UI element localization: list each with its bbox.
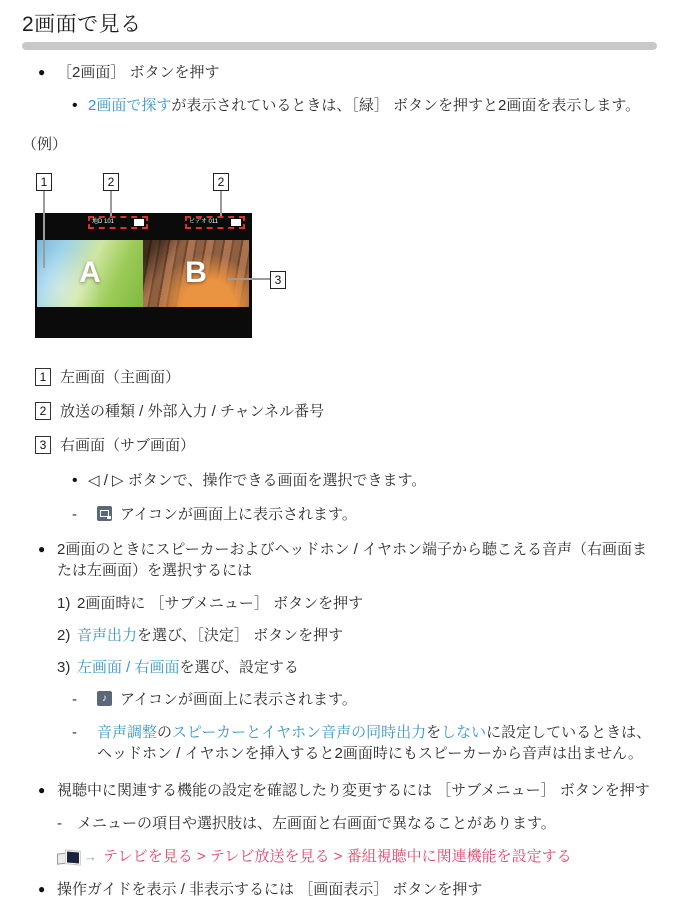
step-1-text: 2画面時に ［サブメニュー］ ボタンを押す [77,595,364,613]
callout-3-badge: 3 [270,271,286,289]
status-text-right: ビデオ 011 [189,219,219,226]
menu-items-text: - メニューの項目や選択肢は、左画面と右画面で異なることがあります。 [77,815,556,833]
legend-badge-3: 3 [35,436,51,454]
legend-badge-1: 1 [35,368,51,386]
submenu-bullet-text: ● 視聴中に関連する機能の設定を確認したり変更するには ［サブメニュー］ ボタンを押す [57,782,650,800]
step-3 [22,657,657,678]
book-icon [57,850,80,864]
legend-item-3 [22,435,657,456]
legend-text-3: 右画面（サブ画面） [60,436,196,454]
link-watch-tv[interactable]: テレビを見る [103,848,193,866]
callout-2-leader-line-left [110,190,112,216]
step-1-number: 1) [57,595,71,613]
step-1 [22,593,657,614]
example-label: （例） [22,135,68,153]
legend-badge-2: 2 [35,402,51,420]
status-bar-right-highlight [185,216,245,229]
music-note-text: アイコンが画面上に表示されます。 [120,691,357,709]
audio-bullet-text: ● 2画面のときにスピーカーおよびヘッドホン / イヤホン端子から聴こえる音声（右画面または左画面）を選択するには [57,541,647,580]
operation-guide-text: ● 操作ガイドを表示 / 非表示するには ［画面表示］ ボタンを押す [57,881,483,899]
audio-note-text: に設定しているときは、ヘッドホン / イヤホンを挿入すると2画面時にもスピーカーから音声は出ません。 [97,724,652,763]
callout-1-badge: 1 [36,173,52,191]
callout-2-badge-right: 2 [213,173,229,191]
arrow-icon: → [84,848,97,864]
legend-text-2: 放送の種類 / 外部入力 / チャンネル番号 [60,402,325,420]
bullet-operation-guide [22,879,657,900]
status-bar-left-highlight [88,216,148,229]
link-audio-output[interactable]: 音声出力 [77,627,138,645]
link-simultaneous-output[interactable]: スピーカーとイヤホン音声の同時出力 [172,724,427,742]
status-chip-left [134,219,144,226]
page-title: 2画面で見る [22,13,142,36]
screen-b-label: B [185,256,207,290]
step-2-number: 2) [57,627,71,645]
dual-screen-example-figure [22,165,657,347]
bullet-text: ● ［2画面］ ボタンを押す [57,64,220,82]
screen-a-main [37,240,143,307]
title-underline [22,42,657,50]
bullet-audio-select [22,539,657,581]
tv-screenshot [35,213,252,338]
legend-text-1: 左画面（主画面） [60,368,181,386]
link-off-option[interactable]: しない [441,724,487,742]
callout-2-leader-line-right [220,190,222,216]
callout-2-badge-left: 2 [103,173,119,191]
dual-screen-icon [97,506,112,521]
bullet-select-screen [22,470,657,492]
dash-note-music-icon [22,689,657,710]
callout-1-leader-line [43,190,45,268]
link-left-right-screen[interactable]: 左画面 / 右画面 [77,659,180,677]
music-note-icon: - ♪ [97,691,112,706]
legend-item-1 [22,367,657,388]
dash-note-screen-icon [22,504,657,525]
link-audio-adjust[interactable]: 音声調整 [97,724,158,742]
dash-note-menu-items [22,813,657,834]
step-3-number: 3) [57,659,71,677]
step-2 [22,625,657,646]
link-related-functions[interactable]: 番組視聴中に関連機能を設定する [346,848,572,866]
screen-a-label: A [79,256,101,290]
link-watch-broadcast[interactable]: テレビ放送を見る [209,848,330,866]
step-2-text: を選び、［決定］ ボタンを押す [137,627,344,645]
sub-bullet-green-button [22,95,657,117]
legend-item-2 [22,401,657,422]
callout-3-leader-line [228,278,270,280]
bullet-submenu [22,780,657,801]
status-text-left: 地D 101 [92,219,115,226]
bullet-press-dual-screen [22,62,657,83]
link-search-dual-screen[interactable]: 2画面で探す [88,97,172,115]
step-3-text: を選び、設定する [179,659,299,677]
status-chip-right [231,219,241,226]
dash-note-text: - アイコンが画面上に表示されます。 [120,506,357,524]
dash-note-audio-adjust: - 音声調整のスピーカーとイヤホン音声の同時出力をしないに設定しているときは、ヘッドホン / イヤホンを挿入すると2画面時にもスピーカーから音声は出ません。 [22,722,657,764]
screen-b-sub [143,240,249,307]
sub-bullet-text: が表示されているときは、［緑］ ボタンを押すと2画面を表示します。 [171,97,641,115]
select-screen-text: • ◁ / ▷ ボタンで、操作できる画面を選択できます。 [88,471,427,489]
cross-reference: → テレビを見る > テレビ放送を見る > 番組視聴中に関連機能を設定する [22,846,657,867]
